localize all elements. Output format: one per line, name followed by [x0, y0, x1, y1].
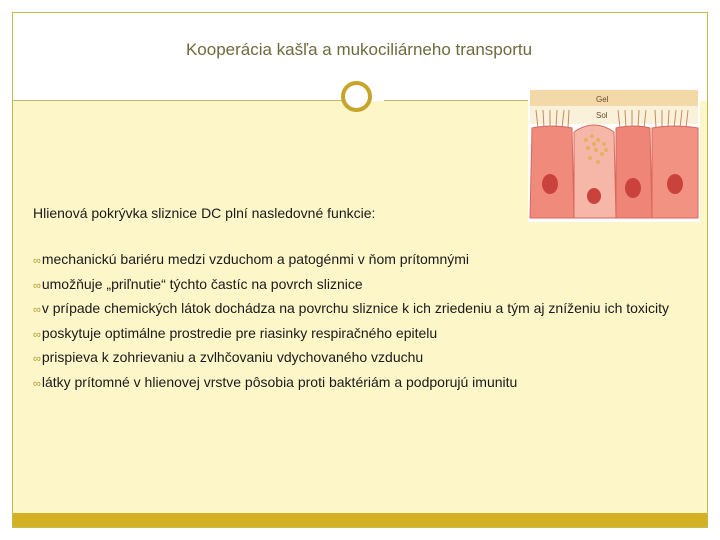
infinity-bullet-icon: ∞	[33, 304, 41, 316]
cell-nucleus	[542, 174, 558, 194]
infinity-bullet-icon: ∞	[33, 255, 41, 267]
bullet-item-5: ∞prispieva k zohrievaniu a zvlhčovaniu vdychovaného vzduchu	[33, 349, 424, 365]
divider-right	[384, 100, 532, 101]
cell-nucleus	[625, 178, 641, 198]
goblet-cell	[574, 125, 616, 218]
epithelial-cell	[530, 126, 574, 218]
mucociliary-epithelium-illustration	[528, 88, 700, 222]
infinity-bullet-icon: ∞	[33, 353, 41, 365]
sol-layer	[530, 106, 698, 124]
bullet-item-2: ∞umožňuje „priľnutie“ týchto častíc na povrch sliznice	[33, 275, 363, 292]
bullet-item-3: ∞v prípade chemických látok dochádza na povrchu sliznice k ich zriedeniu a tým aj zníženiu ich toxicity	[33, 300, 670, 316]
gel-label: Gel	[596, 95, 609, 104]
infinity-bullet-icon: ∞	[33, 328, 41, 341]
bullet-list	[33, 248, 683, 395]
slide-title: Kooperácia kašľa a mukociliárneho transportu	[185, 40, 533, 59]
sol-label: Sol	[596, 111, 608, 120]
intro-text: Hlienová pokrývka sliznice DC plní nasledovné funkcie:	[33, 205, 376, 221]
cell-nucleus	[587, 188, 601, 204]
bullet-item-4: ∞poskytuje optimálne prostredie pre riasinky respiračného epitelu	[33, 324, 438, 341]
divider-left	[12, 100, 342, 101]
epithelial-cell	[652, 126, 698, 218]
cell-nucleus	[667, 174, 683, 194]
ring-ornament-icon	[341, 81, 372, 112]
gel-layer	[530, 90, 698, 106]
bullet-item-1: ∞mechanickú bariéru medzi vzduchom a patogénmi v ňom prítomnými	[33, 251, 470, 267]
infinity-bullet-icon: ∞	[33, 279, 41, 292]
bullet-item-6: ∞látky prítomné v hlienovej vrstve pôsobia proti baktériám a podporujú imunitu	[33, 373, 518, 390]
epithelial-cell	[616, 126, 652, 218]
infinity-bullet-icon: ∞	[33, 377, 41, 390]
bottom-accent-bar	[13, 513, 707, 527]
